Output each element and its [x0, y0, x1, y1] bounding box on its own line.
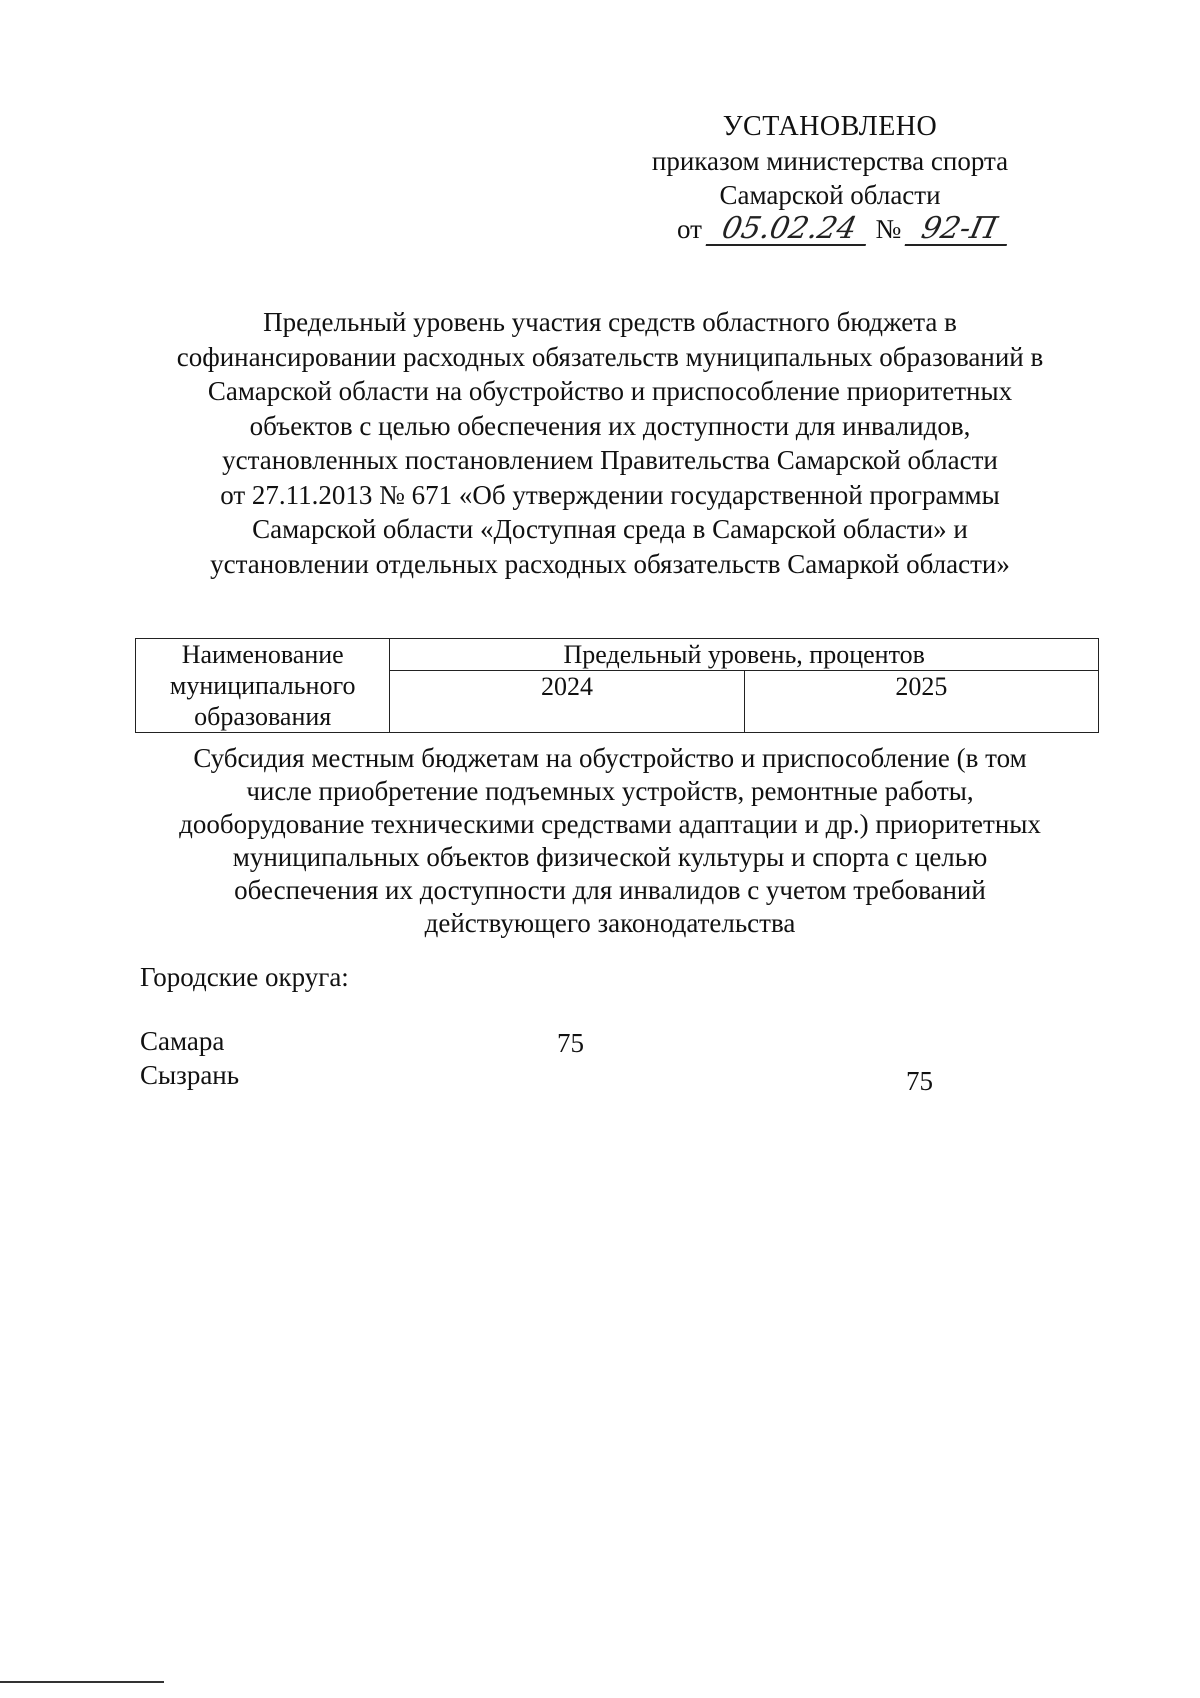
year-2025-header: 2025 — [744, 671, 1098, 733]
municipality-name-header: Наименование муниципального образования — [136, 639, 390, 733]
handwritten-number: 92-П — [905, 214, 1014, 246]
handwritten-date: 05.02.24 — [705, 214, 872, 246]
approval-line-1: приказом министерства спорта — [651, 146, 1009, 176]
heading-line: Предельный уровень участия средств областного бюджета в — [263, 307, 957, 337]
approval-line-2: Самарской области — [719, 180, 941, 210]
row-name-samara: Самара — [140, 1026, 225, 1056]
limit-percent-header: Предельный уровень, процентов — [390, 639, 1099, 671]
heading-line: установлении отдельных расходных обязательств Самаркой области» — [210, 548, 1010, 579]
heading-line: Самарской области «Доступная среда в Самарской области» и — [252, 514, 968, 544]
from-prefix: от — [677, 214, 702, 244]
subsidy-line: дооборудование техническими средствами адаптации и др.) приоритетных — [179, 809, 1041, 839]
subsidy-line: обеспечения их доступности для инвалидов с учетом требований — [234, 875, 986, 905]
subsidy-line: числе приобретение подъемных устройств, ремонтные работы, — [246, 776, 974, 806]
approval-title: УСТАНОВЛЕНО — [722, 111, 938, 142]
row-value-samara-2024: 75 — [557, 1028, 584, 1058]
heading-line: софинансировании расходных обязательств муниципальных образований в — [176, 341, 1044, 372]
heading-line: от 27.11.2013 № 671 «Об утверждении государственной программы — [220, 479, 1000, 510]
year-2024-header: 2024 — [390, 671, 744, 733]
footnote-divider — [0, 1681, 164, 1683]
subsidy-line: действующего законодательства — [424, 908, 796, 938]
approval-date-line — [600, 212, 1060, 246]
subsidy-line: муниципальных объектов физической культуры и спорта с целью — [232, 842, 988, 872]
subsidy-line: Субсидия местным бюджетам на обустройство и приспособление (в том — [193, 743, 1027, 773]
heading-line: объектов с целью обеспечения их доступности для инвалидов, — [249, 410, 971, 441]
row-value-syzran-2025: 75 — [906, 1066, 933, 1096]
limits-table — [135, 638, 1099, 733]
number-sign: № — [875, 214, 902, 244]
approval-stamp — [600, 110, 1060, 246]
subsidy-description — [130, 742, 1090, 940]
row-name-syzran: Сызрань — [140, 1060, 240, 1090]
document-heading — [130, 305, 1090, 581]
heading-line: Самарской области на обустройство и приспособление приоритетных — [207, 376, 1013, 406]
heading-line: установленных постановлением Правительства Самарской области — [222, 445, 998, 475]
section-title-city-districts: Городские округа: — [140, 962, 349, 992]
